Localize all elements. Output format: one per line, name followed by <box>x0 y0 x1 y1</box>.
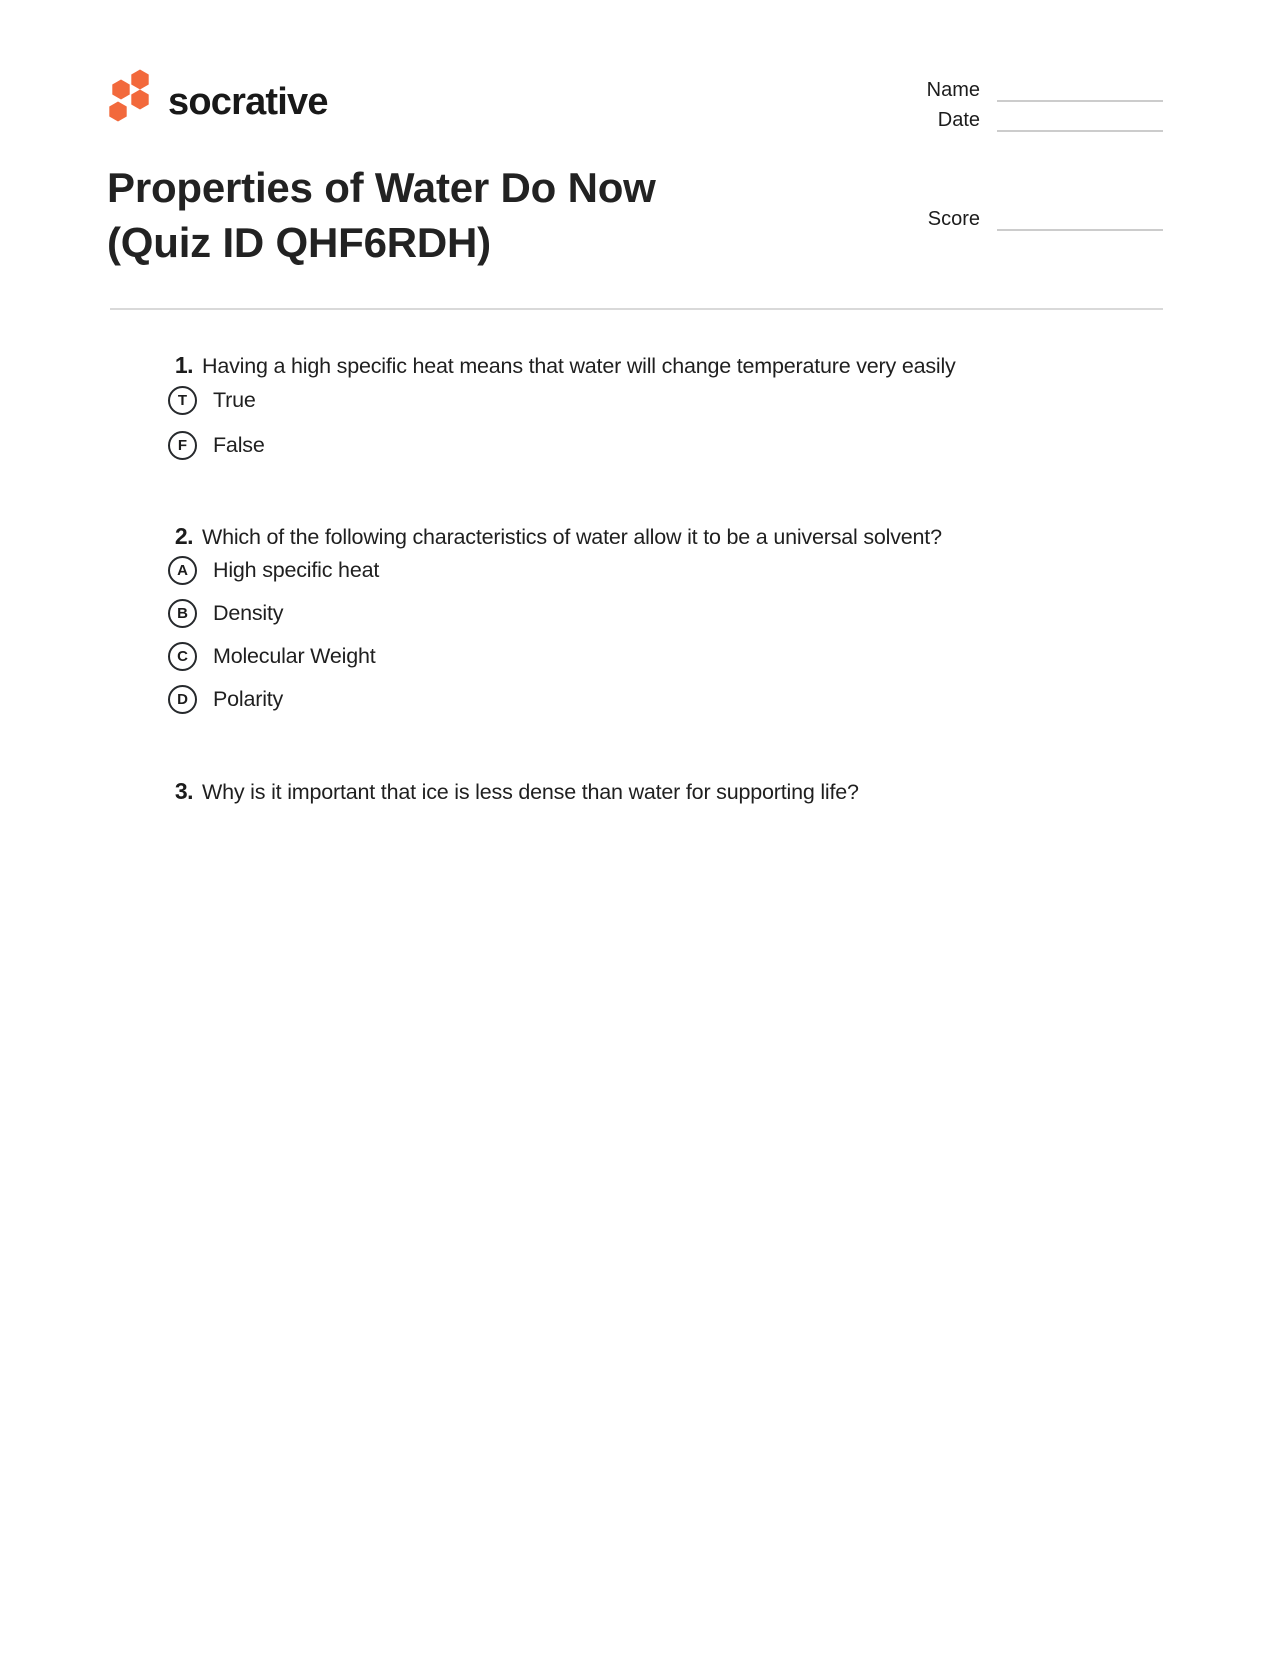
score-blank-line <box>997 215 1163 231</box>
option-false[interactable] <box>168 431 1175 460</box>
option-a[interactable] <box>168 556 1175 585</box>
name-blank-line <box>997 86 1163 102</box>
question-list <box>160 340 1175 806</box>
option-b[interactable] <box>168 599 1175 628</box>
answer-bubble-C[interactable]: C <box>168 642 197 671</box>
question-1-head <box>160 352 1175 380</box>
question-1 <box>160 352 1175 460</box>
quiz-title-line2: (Quiz ID QHF6RDH) <box>107 219 491 266</box>
name-label: Name <box>926 79 980 101</box>
answer-bubble-F[interactable]: F <box>168 431 197 460</box>
quiz-title-line1: Properties of Water Do Now <box>107 164 656 211</box>
option-label: High specific heat <box>213 558 380 582</box>
question-text: Which of the following characteristics of water allow it to be a universal solvent? <box>202 525 942 549</box>
date-blank-line <box>997 116 1163 132</box>
option-label: True <box>213 388 256 412</box>
date-field-row <box>860 110 1163 132</box>
option-d[interactable] <box>168 685 1175 714</box>
option-label: Density <box>213 601 284 625</box>
score-label: Score <box>927 208 980 230</box>
option-label: Molecular Weight <box>213 644 376 668</box>
question-text: Having a high specific heat means that water will change temperature very easily <box>202 354 956 378</box>
option-c[interactable] <box>168 642 1175 671</box>
answer-bubble-A[interactable]: A <box>168 556 197 585</box>
question-text: Why is it important that ice is less dense than water for supporting life? <box>202 780 859 804</box>
question-3 <box>160 778 1175 806</box>
answer-bubble-B[interactable]: B <box>168 599 197 628</box>
question-2-head <box>160 523 1175 551</box>
question-number: 3. <box>174 778 193 804</box>
quiz-title <box>107 160 656 270</box>
question-2 <box>160 523 1175 714</box>
header-divider <box>110 308 1163 310</box>
date-label: Date <box>937 109 980 131</box>
option-label: Polarity <box>213 687 284 711</box>
answer-bubble-D[interactable]: D <box>168 685 197 714</box>
question-3-head <box>160 778 1175 806</box>
socrative-hexagons-icon <box>100 66 160 126</box>
socrative-wordmark: socrative <box>168 81 328 123</box>
option-label: False <box>213 433 265 457</box>
name-field-row <box>860 80 1163 102</box>
question-number: 2. <box>174 523 193 549</box>
answer-bubble-T[interactable]: T <box>168 386 197 415</box>
score-field-row <box>860 209 1163 231</box>
option-true[interactable] <box>168 386 1175 415</box>
socrative-logo <box>100 66 328 130</box>
question-number: 1. <box>174 352 193 378</box>
